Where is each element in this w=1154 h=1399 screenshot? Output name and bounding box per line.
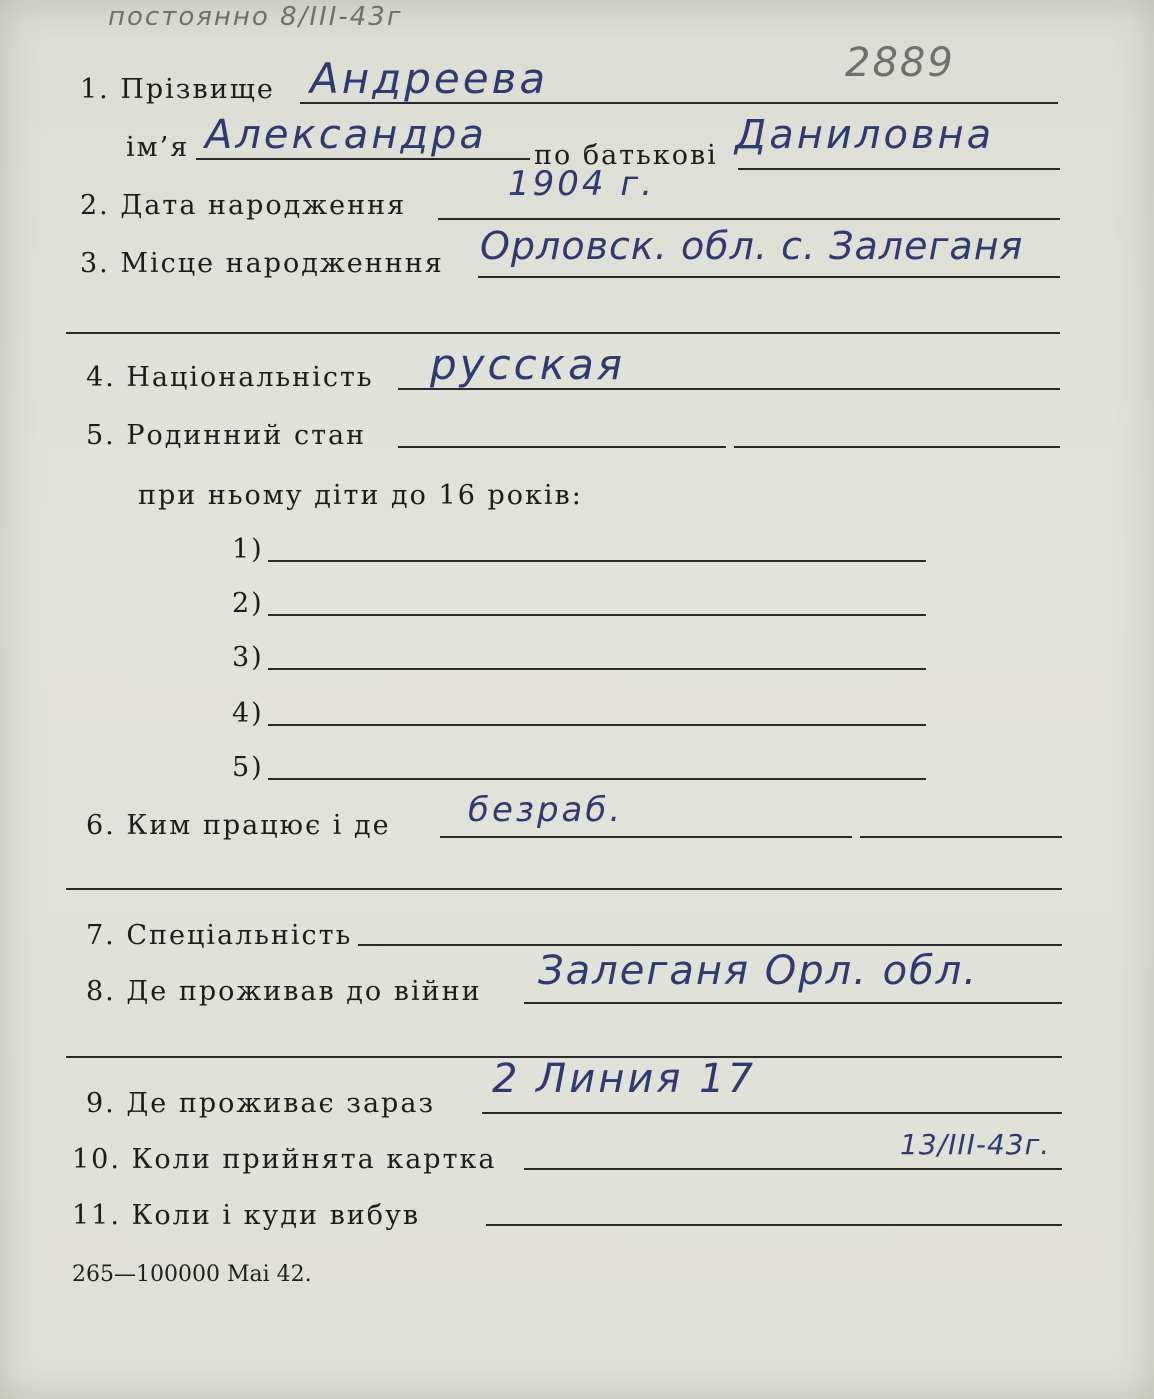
surname-label: 1. Прізвище bbox=[80, 74, 275, 105]
nationality-label: 4. Національність bbox=[86, 362, 374, 393]
name-value: Александра bbox=[205, 112, 487, 158]
prewar-residence-label: 8. Де проживав до війни bbox=[86, 976, 482, 1007]
marital-status-label: 5. Родинний стан bbox=[86, 420, 367, 451]
prewar-residence-value: Залеганя Орл. обл. bbox=[538, 948, 979, 994]
patronymic-label: по батькові bbox=[534, 140, 718, 171]
birth-place-line-2 bbox=[66, 332, 1060, 334]
card-accepted-value: 13/III-43г. bbox=[900, 1128, 1051, 1161]
child-3-label: 3) bbox=[232, 642, 264, 673]
marital-status-line-b bbox=[734, 446, 1060, 448]
pencil-note: постоянно 8/III-43г bbox=[108, 2, 403, 32]
current-residence-value: 2 Линия 17 bbox=[492, 1056, 757, 1102]
work-line-2 bbox=[66, 888, 1062, 890]
work-value: безраб. bbox=[468, 790, 624, 830]
current-residence-label: 9. Де проживає зараз bbox=[86, 1088, 436, 1119]
specialty-label: 7. Спеціальність bbox=[86, 920, 353, 951]
surname-value: Андреева bbox=[310, 54, 549, 103]
birth-date-line bbox=[438, 218, 1060, 220]
child-4-line bbox=[268, 724, 926, 726]
marital-status-line-a bbox=[398, 446, 726, 448]
patronymic-line bbox=[738, 168, 1060, 170]
card-accepted-label: 10. Коли прийнята картка bbox=[72, 1144, 497, 1175]
current-residence-line bbox=[482, 1112, 1062, 1114]
departed-line bbox=[486, 1224, 1062, 1226]
name-line bbox=[196, 158, 530, 160]
specialty-line bbox=[358, 944, 1062, 946]
work-label: 6. Ким працює і де bbox=[86, 810, 391, 841]
departed-label: 11. Коли і куди вибув bbox=[72, 1200, 421, 1231]
prewar-residence-line bbox=[524, 1002, 1062, 1004]
birth-place-line bbox=[478, 276, 1060, 278]
name-label: ім’я bbox=[126, 132, 190, 163]
birth-place-value: Орловск. обл. с. Залеганя bbox=[480, 224, 1024, 268]
birth-place-label: 3. Місце народженння bbox=[80, 248, 444, 279]
birth-date-label: 2. Дата народження bbox=[80, 190, 407, 221]
children-heading: при ньому діти до 16 років: bbox=[138, 480, 583, 511]
child-3-line bbox=[268, 668, 926, 670]
child-1-label: 1) bbox=[232, 534, 264, 565]
child-1-line bbox=[268, 560, 926, 562]
patronymic-value: Даниловна bbox=[735, 112, 995, 158]
record-number: 2889 bbox=[845, 40, 955, 86]
card-accepted-line bbox=[524, 1168, 1062, 1170]
birth-date-value: 1904 г. bbox=[508, 164, 656, 204]
child-5-line bbox=[268, 778, 926, 780]
child-2-line bbox=[268, 614, 926, 616]
print-run-footer: 265—100000 Mai 42. bbox=[72, 1262, 312, 1287]
child-5-label: 5) bbox=[232, 752, 264, 783]
nationality-value: русская bbox=[430, 340, 626, 389]
work-line-b bbox=[860, 836, 1062, 838]
child-4-label: 4) bbox=[232, 698, 264, 729]
work-line-a bbox=[440, 836, 852, 838]
child-2-label: 2) bbox=[232, 588, 264, 619]
